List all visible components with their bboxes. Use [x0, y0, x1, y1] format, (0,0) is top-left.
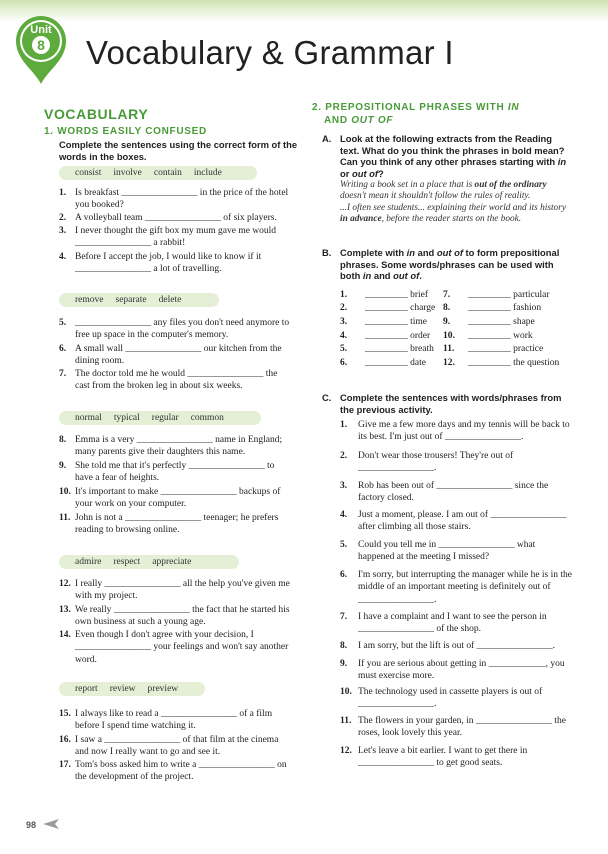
part-c-question: 9. If you are serious about getting in ____________, you must exercise more. — [340, 659, 565, 682]
phrase-item: 1. _________ brief — [340, 290, 429, 300]
phrase-item: 9. _________ shape — [443, 317, 535, 327]
phrase-item: 4. _________ order — [340, 331, 431, 341]
question-16: 16. I saw a ________________ of that film at the cinema and now I really want to go and see it. — [59, 735, 279, 758]
question-11: 11. John is not a ________________ teenager; he prefers reading to browsing online. — [59, 513, 279, 536]
part-c-question: 3. Rob has been out of ________________ since the factory closed. — [340, 481, 549, 504]
part-b-instruction: Complete with in and out of to form prepositional phrases. Some words/phrases can be used with both in and out of. — [340, 247, 560, 281]
phrase-item: 2. _________ charge — [340, 303, 436, 313]
page-number: 98 — [26, 820, 37, 830]
word: respect — [113, 557, 141, 567]
vocabulary-heading: VOCABULARY — [44, 106, 149, 122]
word: review — [109, 684, 136, 694]
word: delete — [158, 295, 182, 305]
word: admire — [75, 557, 102, 567]
phrase-item: 5. _________ breath — [340, 344, 434, 354]
word-box-2 — [59, 293, 219, 307]
question-13: 13. We really ________________ the fact that he started his own business at such a young age. — [59, 605, 290, 628]
part-c-label: C. — [322, 392, 332, 403]
question-3: 3. I never thought the gift box my mum gave me would ________________ a rabbit! — [59, 226, 277, 249]
question-9: 9. She told me that it's perfectly ________________ to have a fear of heights. — [59, 461, 275, 484]
word-box-5 — [59, 682, 205, 696]
part-a-instruction: Look at the following extracts from the Reading text. What do you think the phrases in bold mean? Can you think of any other phrases starting with in or out of? — [340, 133, 567, 179]
phrase-item: 7. _________ particular — [443, 290, 550, 300]
word: involve — [113, 168, 142, 178]
word: consist — [75, 168, 102, 178]
word-box-1 — [59, 166, 257, 180]
phrase-item: 6. _________ date — [340, 358, 426, 368]
question-12: 12. I really ________________ all the help you've given me with my project. — [59, 579, 290, 602]
phrase-item: 3. _________ time — [340, 317, 428, 327]
word: appreciate — [152, 557, 192, 567]
section1-instruction: Complete the sentences using the correct form of the words in the boxes. — [59, 139, 298, 162]
section1-heading: 1. WORDS EASILY CONFUSED — [44, 126, 207, 137]
word: preview — [147, 684, 179, 694]
part-c-question: 4. Just a moment, please. I am out of ________________ after climbing all those stairs. — [340, 510, 567, 533]
part-b-label: B. — [322, 247, 332, 258]
unit-number: 8 — [37, 37, 45, 53]
question-7: 7. The doctor told me he would ________________ the cast from the broken leg in about six weeks. — [59, 369, 278, 392]
unit-label: Unit — [30, 24, 52, 36]
part-c-question: 10. The technology used in cassette players is out of ________________. — [340, 687, 543, 710]
question-14: 14. Even though I don't agree with your decision, I ________________ your feelings and won't say another word. — [59, 630, 289, 665]
word-box-4 — [59, 555, 239, 569]
part-c-question: 6. I'm sorry, but interrupting the manager while he is in the middle of an important meeting is definitely out of ________________. — [340, 570, 573, 605]
word: common — [190, 413, 224, 423]
question-6: 6. A small wall ________________ our kitchen from the dining room. — [59, 344, 282, 367]
part-c-question: 5. Could you tell me in ________________ what happened at the meeting I missed? — [340, 540, 536, 563]
word: regular — [151, 413, 179, 423]
question-8: 8. Emma is a very ________________ name in England; many parents give their daughters this name. — [59, 435, 283, 458]
part-c-question: 1. Give me a few more days and my tennis will be back to its best. I'm just out of ________________. — [340, 420, 570, 443]
top-gradient-band — [0, 0, 608, 22]
question-15: 15. I always like to read a ________________ of a film before I spend time watching it. — [59, 709, 273, 732]
word: report — [75, 684, 98, 694]
question-2: 2. A volleyball team ________________ of six players. — [59, 213, 277, 223]
part-c-question: 7. I have a complaint and I want to see the person in ________________ of the shop. — [340, 612, 547, 635]
part-c-instruction: Complete the sentences with words/phrases from the previous activity. — [340, 392, 562, 415]
map-pin-icon — [12, 14, 70, 86]
part-c-question: 2. Don't wear those trousers! They're out of ________________. — [340, 451, 514, 474]
word: remove — [75, 295, 104, 305]
phrase-item: 10. _________ work — [443, 331, 533, 341]
phrase-item: 8. _________ fashion — [443, 303, 542, 313]
part-c-question: 8. I am sorry, but the lift is out of ________________. — [340, 641, 556, 651]
question-17: 17. Tom's boss asked him to write a ________________ on the development of the project. — [59, 760, 287, 783]
section2-heading: 2. PREPOSITIONAL PHRASES WITH IN AND OUT OF — [312, 102, 520, 126]
word: normal — [75, 413, 102, 423]
phrase-item: 11. _________ practice — [443, 344, 544, 354]
part-c-question: 12. Let's leave a bit earlier. I want to get there in ________________ to get good seats. — [340, 746, 528, 769]
word: separate — [115, 295, 147, 305]
unit-badge — [12, 14, 70, 86]
page-arrow-icon — [41, 818, 61, 830]
reading-extracts: Writing a book set in a place that is out of the ordinary doesn't mean it shouldn't follow the rules of reality. ...I often see students... explaining their world and its history in advance, before the reader starts on the book. — [340, 180, 566, 225]
phrase-item: 12. _________ the question — [443, 358, 560, 368]
part-a-label: A. — [322, 133, 332, 144]
question-5: 5. ________________ any files you don't need anymore to free up space in the computer's memory. — [59, 318, 290, 341]
word: include — [193, 168, 222, 178]
question-10: 10. It's important to make ________________ backups of your work on your computer. — [59, 487, 281, 510]
word: typical — [113, 413, 140, 423]
word: contain — [153, 168, 182, 178]
word-box-3 — [59, 411, 261, 425]
part-c-question: 11. The flowers in your garden, in ________________ the roses, look lovely this year. — [340, 716, 566, 739]
question-1: 1. Is breakfast ________________ in the price of the hotel you booked? — [59, 188, 289, 211]
question-4: 4. Before I accept the job, I would like to know if it ________________ a lot of travelling. — [59, 252, 262, 275]
page-title: Vocabulary & Grammar I — [86, 34, 454, 71]
